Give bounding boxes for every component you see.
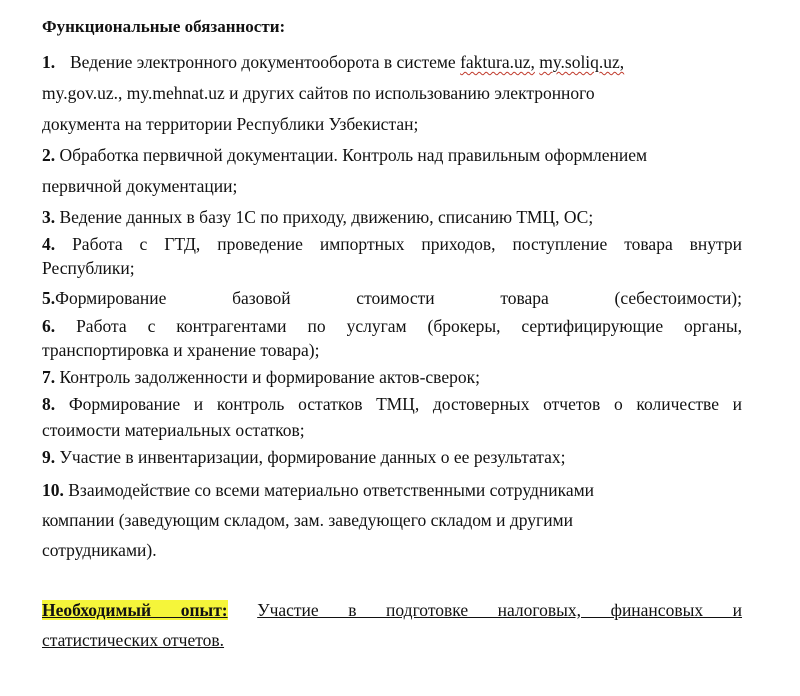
experience-line-1	[42, 599, 742, 621]
item-6-line-1	[42, 315, 742, 337]
item-1-line-2: my.gov.uz., my.mehnat.uz и других сайтов по использованию электронного	[42, 83, 595, 103]
item-6-text: Работа с контрагентами по услугам (брокеры, сертифицирующие органы,	[76, 316, 742, 336]
item-4-line-2: Республики;	[42, 258, 135, 278]
item-9-text: Участие в инвентаризации, формирование данных о ее результатах;	[59, 447, 566, 467]
item-6-line-2: транспортировка и хранение товара);	[42, 340, 320, 360]
experience-text-2: статистических отчетов.	[42, 630, 225, 650]
item-1-line-1	[42, 51, 742, 73]
item-4-text: Работа с ГТД, проведение импортных приходов, поступление товара внутри	[72, 234, 742, 254]
item-1-number: 1.	[42, 52, 56, 72]
link-my-soliq[interactable]: my.soliq.uz,	[539, 52, 625, 72]
item-7-line-1	[42, 366, 742, 388]
item-2-number: 2.	[42, 145, 56, 165]
section-title: Функциональные обязанности:	[42, 17, 286, 36]
item-3-line-1	[42, 206, 742, 228]
item-7-text: Контроль задолженности и формирование актов-сверок;	[59, 367, 480, 387]
item-3-text: Ведение данных в базу 1С по приходу, движению, списанию ТМЦ, ОС;	[59, 207, 594, 227]
item-5-number: 5.	[42, 288, 56, 308]
experience-text: Участие в подготовке налоговых, финансовых и	[257, 600, 743, 620]
item-5-line-1	[42, 287, 742, 309]
item-10-text: Взаимодействие со всеми материально ответственными сотрудниками	[68, 480, 595, 500]
item-10-line-1	[42, 479, 742, 501]
item-9-line-1	[42, 446, 742, 468]
item-4-number: 4.	[42, 234, 56, 254]
item-1-line-3: документа на территории Республики Узбекистан;	[42, 114, 419, 134]
item-5-text: Формирование базовой стоимости товара (себестоимости);	[55, 288, 742, 308]
item-7-number: 7.	[42, 367, 56, 387]
item-2-line-1	[42, 144, 742, 166]
experience-line-2	[42, 629, 742, 651]
item-10-line-3: сотрудниками).	[42, 540, 157, 560]
item-8-text: Формирование и контроль остатков ТМЦ, достоверных отчетов о количестве и	[68, 394, 743, 414]
item-10-line-2: компании (заведующим складом, зам. заведующего складом и другими	[42, 510, 573, 530]
item-8-number: 8.	[42, 394, 56, 414]
experience-label: Необходимый опыт:	[42, 600, 228, 620]
link-faktura[interactable]: faktura.uz,	[460, 52, 535, 72]
item-10-number: 10.	[42, 480, 64, 500]
item-8-line-1	[42, 393, 742, 415]
item-2-line-2: первичной документации;	[42, 176, 238, 196]
item-4-line-1	[42, 233, 742, 255]
item-8-line-2: стоимости материальных остатков;	[42, 420, 305, 440]
item-2-text: Обработка первичной документации. Контроль над правильным оформлением	[59, 145, 648, 165]
item-1-text-before-links: Ведение электронного документооборота в системе	[70, 52, 461, 72]
item-6-number: 6.	[42, 316, 56, 336]
item-3-number: 3.	[42, 207, 56, 227]
item-9-number: 9.	[42, 447, 56, 467]
